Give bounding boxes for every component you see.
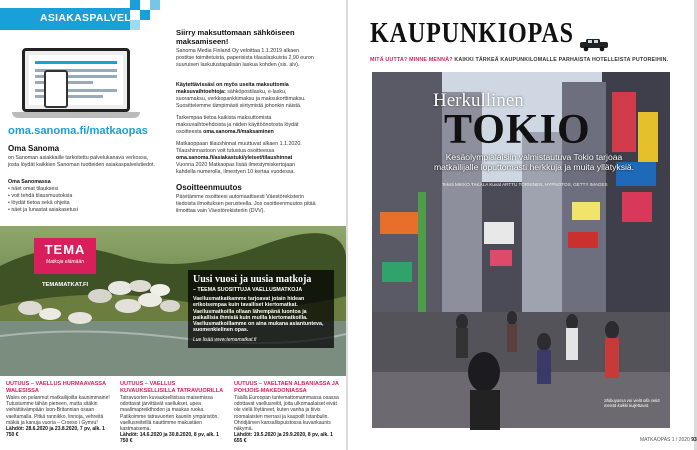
tour-body: Täällä Euroopan tuntemattomammassa osassa odottavat vaellusreitit, joita ulkomaalaiset eivät ole vielä löytäneet, kuten vanha ja tiivis roomalaisten merrasi ja kaupoilt Istanbulin. Ohridjärven kansallispuistossa kuvankaunis näkymä. xyxy=(234,395,339,433)
hero-kicker: Herkullinen xyxy=(433,90,524,111)
left-page xyxy=(0,0,346,450)
folio-label: MATKAOPAS 1 / 2020 xyxy=(640,437,690,443)
billing-p2: sähköpostilasku, e-lasku, suoramaksu, verkkopankkimaksu ja maksukorttimaksu. Suosittelemme tämpimästi siirtymistä johonkin näistä. xyxy=(176,89,306,109)
tema-logo[interactable] xyxy=(34,238,96,274)
tour-heading: UUTUUS – VAELTAEN ALBANIASSA JA POHJOIS-MAKEDONIASSA xyxy=(234,381,339,394)
section-title: KAUPUNKIOPAS xyxy=(370,18,574,49)
price-link[interactable]: oma.sanoma.fi/asiakastuki/yleiset/tilaushinnat xyxy=(176,155,293,161)
right-page xyxy=(348,0,697,450)
section-tab-label: ASIAKASPALVELU xyxy=(40,12,139,24)
tokyo-street-photo xyxy=(372,72,670,428)
oma-sanoma-item: • näet ja lunastat asiakasetusi xyxy=(8,207,78,213)
billing-link[interactable]: oma.sanoma.fi/maksaminen xyxy=(203,129,274,135)
taxi-icon xyxy=(578,38,610,52)
billing-p4: Matkaoppaan tilaushinnat muuttuvat alkaen 1.1.2020. Tilaushinnastoon voit tutustua osoitteessa xyxy=(176,141,302,154)
laptop-base xyxy=(12,112,140,118)
billing-p2-bold: Käytettävissäsi on myös useita maksuttomia maksuvaihtoehtoja: xyxy=(176,82,289,95)
billing-heading: Siirry maksuttomaan sähköiseen maksamiseen! xyxy=(176,28,295,46)
address-body: Päivitämme osoitteesi automaattisesti Väestörekisterin tiedoista ilmoituksen perusteella. Jos osoitteenmuutos pitää ilmoittaa vain Väestörekisteriin (DVV). xyxy=(176,194,316,214)
oma-sanoma-heading: Oma Sanoma xyxy=(8,144,60,153)
phone-illustration xyxy=(44,70,68,108)
ad-text-box xyxy=(188,270,334,348)
tema-url[interactable]: TEMAMATKAT.FI xyxy=(42,282,89,288)
laptop-illustration xyxy=(22,48,130,112)
tagline-text: KAIKKI TÄRKEÄ KAUPUNKILOMALLE PARHAISTA HOTELLEISTA PUTOREIHIN. xyxy=(454,57,669,63)
ad-subtitle: – TEEMA SUOSITTUJA VAELLUSMATKOJA xyxy=(193,287,303,293)
decor-square xyxy=(130,20,140,30)
tema-brand: TEMA xyxy=(44,242,86,257)
tour-column xyxy=(234,381,340,445)
billing-p3: Tarkempaa tietoa kaikista maksuttomista maksuvaihtoehdoista ja niiden käyttöönotosta löydät osoitteesta xyxy=(176,115,299,135)
tema-tagline: Matkoja elämään xyxy=(45,259,85,265)
tour-heading: UUTUUS – VAELLUS HURMAAVASSA WALESISSA xyxy=(6,381,106,394)
oma-sanoma-item: • voit tehdä tilausmuutoksia xyxy=(8,193,73,199)
billing-p1: Sanoma Media Finland Oy veloittaa 1.1.2019 alkaen postitse toimitetuista, paperisista tilauslaskuista 2,90 euron suuruisen laskutustapalisän laskua kohden (sis. alv). xyxy=(176,48,314,68)
decor-square xyxy=(150,0,160,10)
section-tab xyxy=(0,8,139,30)
oma-sanoma-item: • näet omat tilauksesi xyxy=(8,186,59,192)
page-number: 93 xyxy=(691,437,697,443)
tour-heading: UUTUUS – VAELLUS KUVAUKSELLISILLA TATRAVUORILLA xyxy=(120,381,224,394)
tour-body: Tatravuorten kuvauksellisissa maisemissa odottavat järvittävät vaellukset, upea maalimapreikthodon ja maukas ruoka. Patikoimme tatravuorten kauniin ympäristön, vaellusreiteillä nauttimme makustäen kastmaisema. xyxy=(120,395,219,433)
section-tagline xyxy=(370,57,668,63)
address-heading: Osoitteenmuutos xyxy=(176,183,242,192)
tour-column xyxy=(120,381,226,445)
photo-caption: Shibuyassa voi vielä olla sekä meistä kaikki kuljettavat. xyxy=(604,398,660,408)
hero-credit: Teksti MIKKO TAKALA Kuvat ARTTU TORNINEN, HYPNOTOS, GETTY IMAGES xyxy=(442,182,608,187)
oma-sanoma-body: on Sanoman asiakkaille tarkoitettu palvelukanava verkossa, josta löydät kaikkien Sanoman tuotteiden asiakaspalvelutiedot. xyxy=(8,155,155,168)
ad-body: Vaellusmatkatkamme tarjoavat jotain hidean erikoisempaa kuin tavalliset kiertomatkat. Vaellusmatkoilla ollaan lähempänä luontoa ja paikallisia ihmisiä kuin muilla kiertomatkoilla. Vaellusmatkoillamme on aina mukana asiantunteva, suomenkielinen opas. xyxy=(193,296,324,334)
oma-sanoma-item: • löydät tietoa sekä ohjeita xyxy=(8,200,70,206)
oma-sanoma-list-heading: Oma Sanomassa xyxy=(8,179,51,185)
hero-lead: Kesäolympialaisiin valmistautuva Tokio tarjoaa matkailijalle loputtomasti herkkuja ja muita yllätyksiä. xyxy=(433,152,635,172)
tour-dates: Lähdöt: 14.6.2020 ja 30.8.2020, 8 pv, alk. 1 750 € xyxy=(120,432,219,445)
decor-square xyxy=(140,10,150,20)
tour-column xyxy=(6,381,112,438)
hero-title: TOKIO xyxy=(444,107,591,153)
oma-sanoma-url[interactable]: oma.sanoma.fi/matkaopas xyxy=(8,125,148,137)
tour-body: Wales on pelanmut matkailijoilta kaunimmaine! Tutustumme tähän pieneen, mutta sitäkin viehättävämpään Ison-Britannian osaan vaeltamalla. Pitkä rannikko, linnoja, vehreitä mäkiä ja kanuja vuoria – Croeso i Gymru! xyxy=(6,395,110,426)
ad-more-link[interactable]: Lue lisää www.temamatkat.fi xyxy=(193,336,257,343)
billing-p5: Vuonna 2020 Matkaopas lisää ilmestymiskertojaan kahdella numerolla, ilmestyen 10 kertaa vuodessa. xyxy=(176,162,296,175)
tour-dates: Lähdöt: 28.6.2020 ja 23.8.2020, 7 pv, alk. 1 750 € xyxy=(6,426,105,439)
tagline-bold: MITÄ UUTTA? MINNE MENNÄ? xyxy=(370,57,453,63)
page-folio xyxy=(640,437,697,443)
ad-title: Uusi vuosi ja uusia matkoja xyxy=(193,274,312,285)
tour-dates: Lähdöt: 19.5.2020 ja 29.9.2020, 8 pv, alk. 1 655 € xyxy=(234,432,333,445)
decor-square xyxy=(130,0,140,10)
